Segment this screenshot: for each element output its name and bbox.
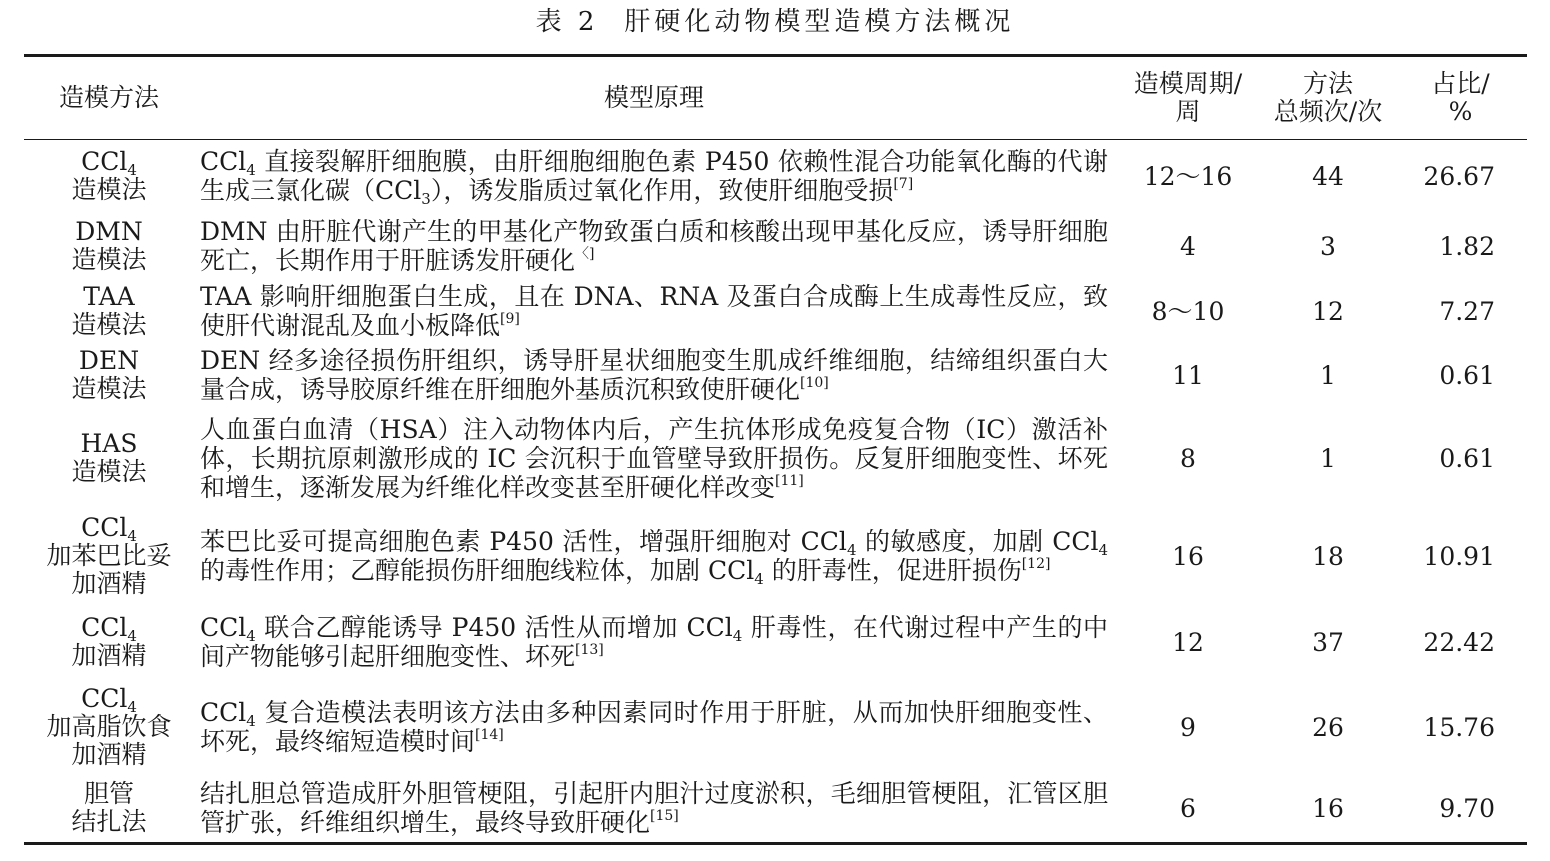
method-cell [24, 508, 194, 604]
frequency-cell: 1 [1320, 360, 1336, 390]
period-cell: 4 [1180, 231, 1196, 261]
method-cell [24, 280, 194, 342]
table-caption: 肝硬化动物模型造模方法概况 [624, 7, 1015, 37]
principle-cell [194, 342, 1114, 408]
method-line2: 结扎法 [71, 807, 147, 836]
percentage-cell: 22.42 [1423, 627, 1495, 657]
percentage-cell: 26.67 [1423, 161, 1495, 191]
principle-cell [194, 604, 1114, 680]
frequency-cell: 12 [1312, 296, 1344, 326]
method-line1 [24, 613, 194, 645]
desc-text: DEN 经多途径损伤肝组织，诱导肝星状细胞变生肌成纤维细胞，结缔组织蛋白大量合成，诱导胶原纤维在肝细胞外基质沉积致使肝硬化 [200, 346, 1108, 404]
percentage-cell: 0.61 [1439, 360, 1495, 390]
principle-cell [194, 140, 1114, 213]
subscript: 4 [1098, 541, 1108, 559]
period-cell: 6 [1180, 793, 1196, 823]
table-body [24, 140, 1527, 844]
method-text: CCl [81, 147, 128, 176]
method-line1: DEN [78, 346, 140, 375]
principle-cell [194, 212, 1114, 280]
method-line2: 造模法 [71, 175, 147, 204]
method-cell [24, 604, 194, 680]
table-title [0, 2, 1550, 42]
subscript: 4 [246, 161, 256, 179]
method-line1 [24, 513, 194, 545]
desc-text: 肝毒性，在代谢过程中产生的中间产物能够引起肝细胞变性、坏死 [200, 613, 1108, 671]
reference-mark: [14] [475, 727, 504, 743]
method-line1 [24, 147, 194, 179]
principle-cell [194, 280, 1114, 342]
principle-cell [194, 408, 1114, 508]
period-cell: 12～16 [1143, 161, 1233, 191]
period-cell: 8～10 [1151, 296, 1225, 326]
subscript: 4 [127, 161, 137, 179]
method-line1 [24, 684, 194, 716]
frequency-cell: 37 [1312, 627, 1344, 657]
reference-mark: 〈] [575, 246, 595, 262]
frequency-cell: 18 [1312, 541, 1344, 571]
subscript: 4 [127, 698, 137, 716]
reference-mark: [15] [650, 808, 679, 824]
desc-text: ），诱发脂质过氧化作用，致使肝细胞受损 [430, 176, 894, 205]
header-period [1114, 56, 1262, 140]
method-line2: 加酒精 [71, 641, 147, 670]
desc-text: 复合造模法表明该方法由多种因素同时作用于肝脏，从而加快肝细胞变性、坏死，最终缩短造模时间 [200, 698, 1108, 756]
desc-text: CCl [200, 698, 247, 727]
subscript: 4 [246, 627, 256, 645]
method-cell [24, 680, 194, 774]
table-row [24, 280, 1527, 342]
method-text: CCl [81, 513, 128, 542]
cirrhosis-model-table [24, 54, 1527, 845]
table-header [24, 56, 1527, 140]
header-principle: 模型原理 [194, 56, 1114, 140]
method-line1: TAA [83, 282, 135, 311]
method-text: CCl [81, 684, 128, 713]
table-row [24, 774, 1527, 844]
period-cell: 16 [1172, 541, 1204, 571]
table-row [24, 508, 1527, 604]
header-method: 造模方法 [24, 56, 194, 140]
method-line3: 加酒精 [71, 569, 147, 598]
desc-text: 直接裂解肝细胞膜，由肝细胞细胞色素 P450 依赖性混合功能氧化酶的代谢生成三氯化碳（CCl [200, 147, 1108, 205]
table-row [24, 408, 1527, 508]
method-line2: 加苯巴比妥 [46, 541, 172, 570]
table-row [24, 342, 1527, 408]
desc-text: 的敏感度，加剧 CCl [856, 527, 1099, 556]
table-row [24, 680, 1527, 774]
method-line2: 造模法 [71, 374, 147, 403]
frequency-cell: 3 [1320, 231, 1336, 261]
subscript: 3 [421, 190, 431, 208]
method-line2: 造模法 [71, 245, 147, 274]
header-period-line2: 周 [1175, 97, 1201, 126]
frequency-cell: 26 [1312, 712, 1344, 742]
method-line1: HAS [80, 429, 138, 458]
subscript: 4 [127, 627, 137, 645]
table-row [24, 212, 1527, 280]
method-cell [24, 140, 194, 213]
header-row [24, 56, 1527, 140]
frequency-cell: 16 [1312, 793, 1344, 823]
subscript: 4 [127, 527, 137, 545]
header-pct-line1: 占比/ [1431, 69, 1490, 98]
header-frequency [1262, 56, 1394, 140]
period-cell: 11 [1172, 360, 1204, 390]
subscript: 4 [754, 570, 764, 588]
desc-text: 联合乙醇能诱导 P450 活性从而增加 CCl [255, 613, 733, 642]
method-cell [24, 342, 194, 408]
percentage-cell: 15.76 [1423, 712, 1495, 742]
percentage-cell: 0.61 [1439, 443, 1495, 473]
desc-text: 苯巴比妥可提高细胞色素 P450 活性，增强肝细胞对 CCl [200, 527, 847, 556]
method-line2: 造模法 [71, 310, 147, 339]
reference-mark: [9] [500, 311, 520, 327]
reference-mark: [10] [800, 375, 829, 391]
reference-mark: [7] [893, 176, 914, 192]
method-cell [24, 408, 194, 508]
desc-text: DMN 由肝脏代谢产生的甲基化产物致蛋白质和核酸出现甲基化反应，诱导肝细胞死亡，长期作用于肝脏诱发肝硬化 [200, 217, 1108, 275]
header-percentage [1394, 56, 1527, 140]
table-row [24, 140, 1527, 213]
principle-cell [194, 508, 1114, 604]
method-cell [24, 212, 194, 280]
method-line1: DMN [75, 217, 143, 246]
principle-cell [194, 774, 1114, 844]
header-pct-line2: % [1448, 97, 1473, 126]
reference-mark: [12] [1021, 556, 1051, 572]
method-line3: 加酒精 [71, 740, 147, 769]
percentage-cell: 10.91 [1423, 541, 1495, 571]
table-number: 表 2 [535, 7, 599, 37]
desc-text: CCl [200, 147, 247, 176]
period-cell: 12 [1172, 627, 1204, 657]
desc-text: 人血蛋白血清（HSA）注入动物体内后，产生抗体形成免疫复合物（IC）激活补体，长期抗原刺激形成的 IC 会沉积于血管壁导致肝损伤。反复肝细胞变性、坏死和增生，逐渐发展为纤维化样改变甚至肝硬化样改变 [200, 414, 1108, 502]
reference-mark: [11] [775, 472, 804, 489]
method-cell [24, 774, 194, 844]
method-line2: 造模法 [71, 457, 147, 486]
percentage-cell: 1.82 [1439, 231, 1495, 261]
subscript: 4 [246, 712, 256, 730]
header-freq-line1: 方法 [1302, 69, 1353, 98]
desc-text: 的肝毒性，促进肝损伤 [763, 556, 1022, 585]
percentage-cell: 7.27 [1439, 296, 1495, 326]
header-period-line1: 造模周期/ [1133, 69, 1243, 98]
desc-text: 的毒性作用；乙醇能损伤肝细胞线粒体，加剧 CCl [200, 556, 755, 585]
table-row [24, 604, 1527, 680]
principle-cell [194, 680, 1114, 774]
subscript: 4 [846, 541, 857, 559]
method-line2: 加高脂饮食 [46, 712, 172, 741]
frequency-cell: 1 [1320, 443, 1336, 473]
percentage-cell: 9.70 [1439, 793, 1495, 823]
period-cell: 9 [1180, 712, 1196, 742]
subscript: 4 [732, 627, 743, 645]
desc-text: TAA 影响肝细胞蛋白生成，且在 DNA、RNA 及蛋白合成酶上生成毒性反应，致使肝代谢混乱及血小板降低 [200, 282, 1108, 340]
method-line1: 胆管 [83, 779, 134, 808]
desc-text: CCl [200, 613, 247, 642]
method-text: CCl [81, 613, 128, 642]
period-cell: 8 [1180, 443, 1196, 473]
frequency-cell: 44 [1312, 161, 1344, 191]
reference-mark: [13] [575, 642, 604, 658]
header-freq-line2: 总频次/次 [1273, 97, 1383, 126]
desc-text: 结扎胆总管造成肝外胆管梗阻，引起肝内胆汁过度淤积，毛细胆管梗阻，汇管区胆管扩张，纤维组织增生，最终导致肝硬化 [200, 779, 1108, 837]
